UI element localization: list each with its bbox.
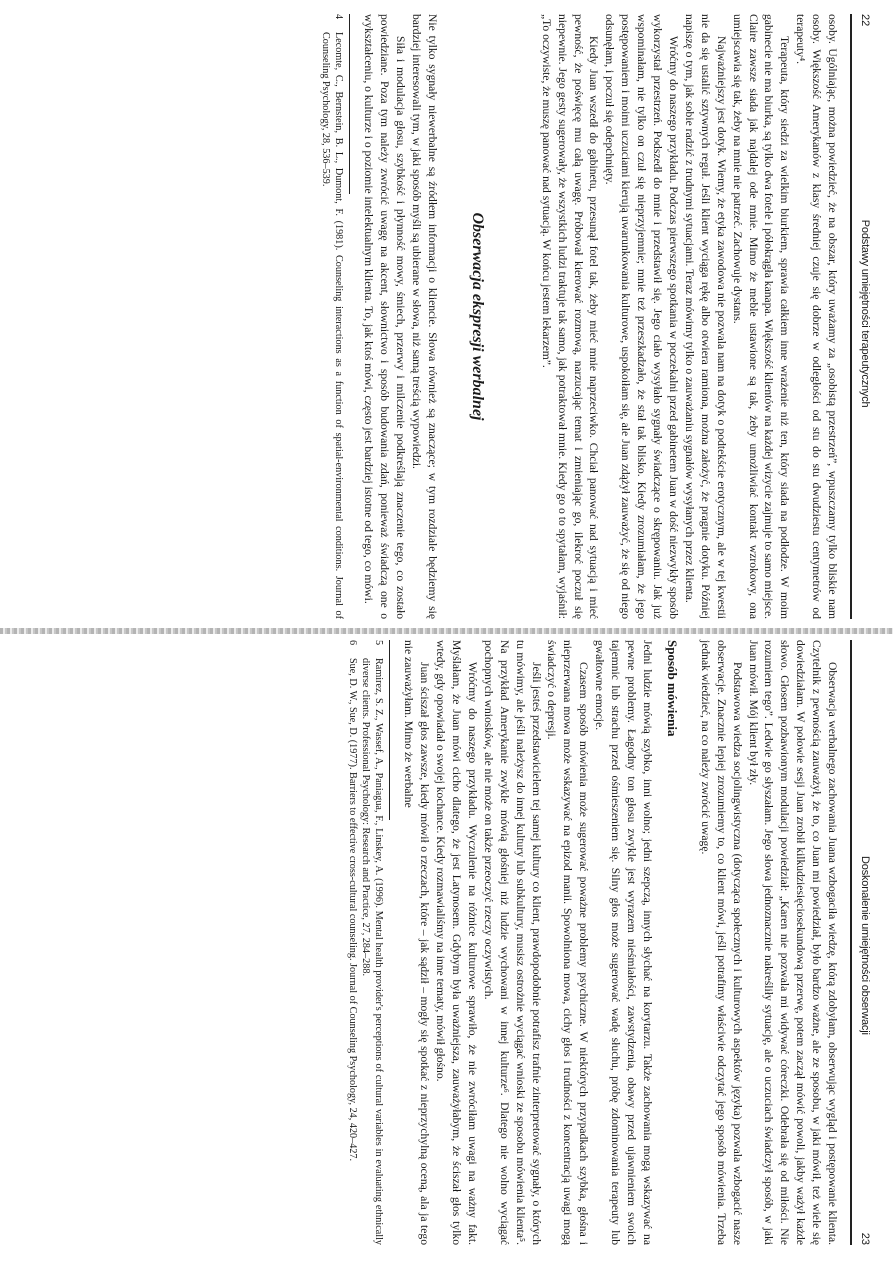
footnote-number: 4 <box>333 14 345 20</box>
right-page-area <box>0 632 893 1263</box>
footnote-rule <box>389 640 390 820</box>
footnote-number: 6 <box>347 640 359 646</box>
footnote-rule <box>349 14 350 194</box>
paragraph: Czasem sposób mówienia może sugerować poważne problemy psychiczne. W niektórych przypadkach szybka, głośna i nieprzerwana mowa może wskazywać na epizod manii. Spowolniona mowa, cichy głos i trudności z koncentracją uwagi mogą świadczyć o depresji. <box>545 640 591 1245</box>
paragraph: Nie tylko sygnały niewerbalne są źródłem informacji o kliencie. Słowa również są znaczące; w tym rozdziale będziemy się bardziej interesowali tym, w jaki sposób myśli są ubierane w słowa, niż samą treścią wypowiedzi. <box>409 14 439 619</box>
paragraph: Podstawowa wiedza socjolingwistyczna (dotycząca społecznych i kulturowych aspektów języka) pozwala wzbogacić nasze obserwacje. Znacznie lepiej zrozumiemy to, co klient mówi, jeśli potrafimy właściwie odczytać jego sposób mówienia. Trzeba jednak wiedzieć, na co należy zwrócić uwagę. <box>698 640 744 1245</box>
page-23 <box>7 640 872 1245</box>
paragraph: osoby. Ugólniając, można powiedzieć, że na obszar, który uważamy za „osobistą przestrzeń”, wpuszczamy tylko bliskie nam osoby. Większość Amerykanów z klasy średniej czuje się dobrze w odległości od stu do stu dwudziestu centymetrów od terapeuty⁴. <box>794 14 840 619</box>
paragraph: Juan ściszał głos zawsze, kiedy mówił o rzeczach, które – jak sądził – mogły się spotkać z nieprzychylną oceną, ala ja tego nie zauważyłam. Mimo że werbalne <box>402 640 432 1245</box>
section-heading: Sposób mówienia <box>664 640 680 737</box>
running-head-title: Doskonalenie umiejętności obserwacji <box>859 856 871 1035</box>
page-body <box>346 640 850 1245</box>
paragraph: Wróćmy do naszego przykładu. Wyczulenie na różnice kulturowe sprawiło, że nie zwróciłam uwagi na ważny fakt. Myślałam, że Juan mówi cicho dlatego, że jest Latynosem. Gdybym była uważniejsza, zauważyłabym, że ściszał głos tylko wtedy, gdy opowiadał o swojej kochance. Kiedy rozmawialiśmy na inne tematy, mówił głośno. <box>434 640 479 1245</box>
section-heading: Obserwacja ekspresji werbalnej <box>468 212 486 421</box>
page-number: 22 <box>859 14 871 27</box>
footnote <box>319 14 345 619</box>
footnote-number: 5 <box>373 640 385 646</box>
footnote-text: Lecomte, C., Bernstein, B. L., Dumont, F. (1981). Counseling interactions as a function of spatial-environmental conditions. Journal of Counseling Psychology, 28, 536–539. <box>320 32 345 619</box>
paragraph: Siła i modulacja głosu, szybkość i płynność mowy, śmiech, przerwy i milczenie podkreślają znaczenie tego, co zostało powiedziane. Poza tym należy zwrócić uwagę na akcent, słownictwo i sposób budowania zdań, ponieważ świadczą one o wykształceniu, o kulturze i o poziomie intelektualnym klienta. To, jak ktoś mówi, często jest bardziej istotne od tego, co mówi. <box>362 14 408 619</box>
paragraph: Terapeuta, który siedzi za wielkim biurkiem, sprawia całkiem inne wrażenie niż ten, który siada na podłodze. W moim gabinecie nie ma biurka, są tylko dwa fotele i półokrągła kanapa. Większość klientów na każdej wizycie zajmuje to samo miejsce. Claire zawsze siada jak najdalej ode mnie. Mimo że meble ustawione są tak, żeby umożliwiać kontakt wzrokowy, ona umiejscawia się tak, żeby na mnie nie patrzeć. Zachowuje dystans. <box>730 14 792 619</box>
footnote <box>359 640 385 1245</box>
paragraph: Obserwacja werbalnego zachowania Juana wzbogaciła wiedzę, którą zdobyłam, obserwując wygląd i postępowanie klienta. Czytelnik z pewnością zauważył, że to, co Juan mi powiedział, było bardzo ważne, ale ze sposobu, w jaki mówił, też wiele się dowiedziałam. W połowie sesji Juan zrobił kilkudziesięciosekundową przerwę, potem zaczął mówić powoli, jakby ważył każde słowo. Głosem pozbawionym modulacji powiedział: „Karen nie pozwala mi widywać córeczki. Odebrała się od miłości. Nie rozumiem tego”. Ledwie go słyszałam. Jego słowa jednoznacznie nakreśliły sytuację, ale o uczuciach świadczył sposób, w jaki Juan mówił. Mój klient był zły. <box>746 640 840 1245</box>
paragraph: Wróćmy do naszego przykładu. Podczas pierwszego spotkania w poczekalni przed gabinetem Juan w dość niezwykły sposób wykorzystał przestrzeń. Podszedł do mnie i przedstawił się. Jego ciało wysyłało sygnały świadczące o skrępowaniu. Jak już wspominałam, nie tylko on czuł się nieprzyjemnie; mnie też przeszkadzało, że stał tak blisko. Kiedy zrozumiałam, że jego postępowaniem i moimi uczuciami kierują uwarunkowania kulturowe, uspokoiłam się, ale Juan zdążył zauważyć, że się od niego odsunęłam, i poczuł się odepchnięty. <box>603 14 681 619</box>
paragraph: Jeśli jesteś przedstawicielem tej samej kultury co klient, prawdopodobnie potrafisz trafnie zinterpretować sygnały, o których tu mówimy, ale jeśli należysz do innej kultury lub subkultury, musisz ostrożnie wyciągać wnioski ze sposobu mówienia klienta⁵. Na przykład Amerykanie zwykle mówią głośniej niż ludzie wychowani w innej kulturze⁶. Dlatego nie wolno wyciągać pochopnych wniosków, ale nie może on także przeoczyć rzeczy oczywistych. <box>481 640 543 1245</box>
page-body <box>319 14 850 619</box>
paragraph: Najważniejszy jest dotyk. Wiemy, że etyka zawodowa nie pozwala nam na dotyk o podtekście erotycznym, ale w tej kwestii nie da się ustalić sztywnych reguł. Jeśli klient wyciąga rękę albo otwiera ramiona, można założyć, że pragnie dotyku. Później napiszę o tym, jak sobie radzić z trudnymi sytuacjami. Teraz mówimy tylko o zauważaniu sygnałów wysyłanych przez klienta. <box>682 14 728 619</box>
paragraph: Jedni ludzie mówią szybko, inni wolno; jedni szepczą, innych słychać na korytarzu. Także zachowania mogą wskazywać na pewne problemy. Łagodny ton głosu zwykle jest wyrazem nieśmiałości, zawstydzenia, obawy przed ujawnieniem swoich tajemnic lub strachu przed ośmieszeniem się. Silny głos może sugerować wadę słuchu, próbę zdominowania terapeuty lub gwałtowne emocje. <box>593 640 654 1245</box>
left-page-area <box>0 0 893 631</box>
running-header <box>850 14 872 619</box>
footnote-text: Sue, D. W., Sue, D. (1977). Barriers to effective cross-cultural counseling. Journal of Counseling Psychology, 24, 420–427. <box>347 658 359 1162</box>
footnotes <box>346 640 391 1245</box>
running-head-title: Podstawy umiejętności terapeutycznych <box>859 219 871 408</box>
page-22 <box>7 14 872 619</box>
running-header <box>850 640 872 1245</box>
page-number: 23 <box>859 1232 871 1245</box>
paragraph: Kiedy Juan wszedł do gabinetu, przesunął fotel tak, żeby mieć mnie naprzeciwko. Chciał panować nad sytuacją i mieć pewność, że poświęcę mu całą uwagę. Próbował kierować rozmową, narzucając temat i zmieniając go, ilekroć poczuł się niepewnie. Jego gesty sugerowały, że wszystkich ludzi traktuje tak samo, jak potraktował mnie. Kiedy go o to spytałam, wyjaśnił: „To oczywiste, że muszę panować nad sytuacją. W końcu jestem lekarzem”. <box>539 14 601 619</box>
footnote-text: Ramirez, S. Z., Wassef, A., Paniagua, F., Linskey, A. (1996). Mental health provider's perceptions of cultural variables in evaluating ethnically diverse clients. Professional Psychology: Research and Practice, 27, 284–288. <box>360 658 385 1245</box>
footnotes <box>319 14 350 619</box>
footnote <box>346 640 359 1245</box>
